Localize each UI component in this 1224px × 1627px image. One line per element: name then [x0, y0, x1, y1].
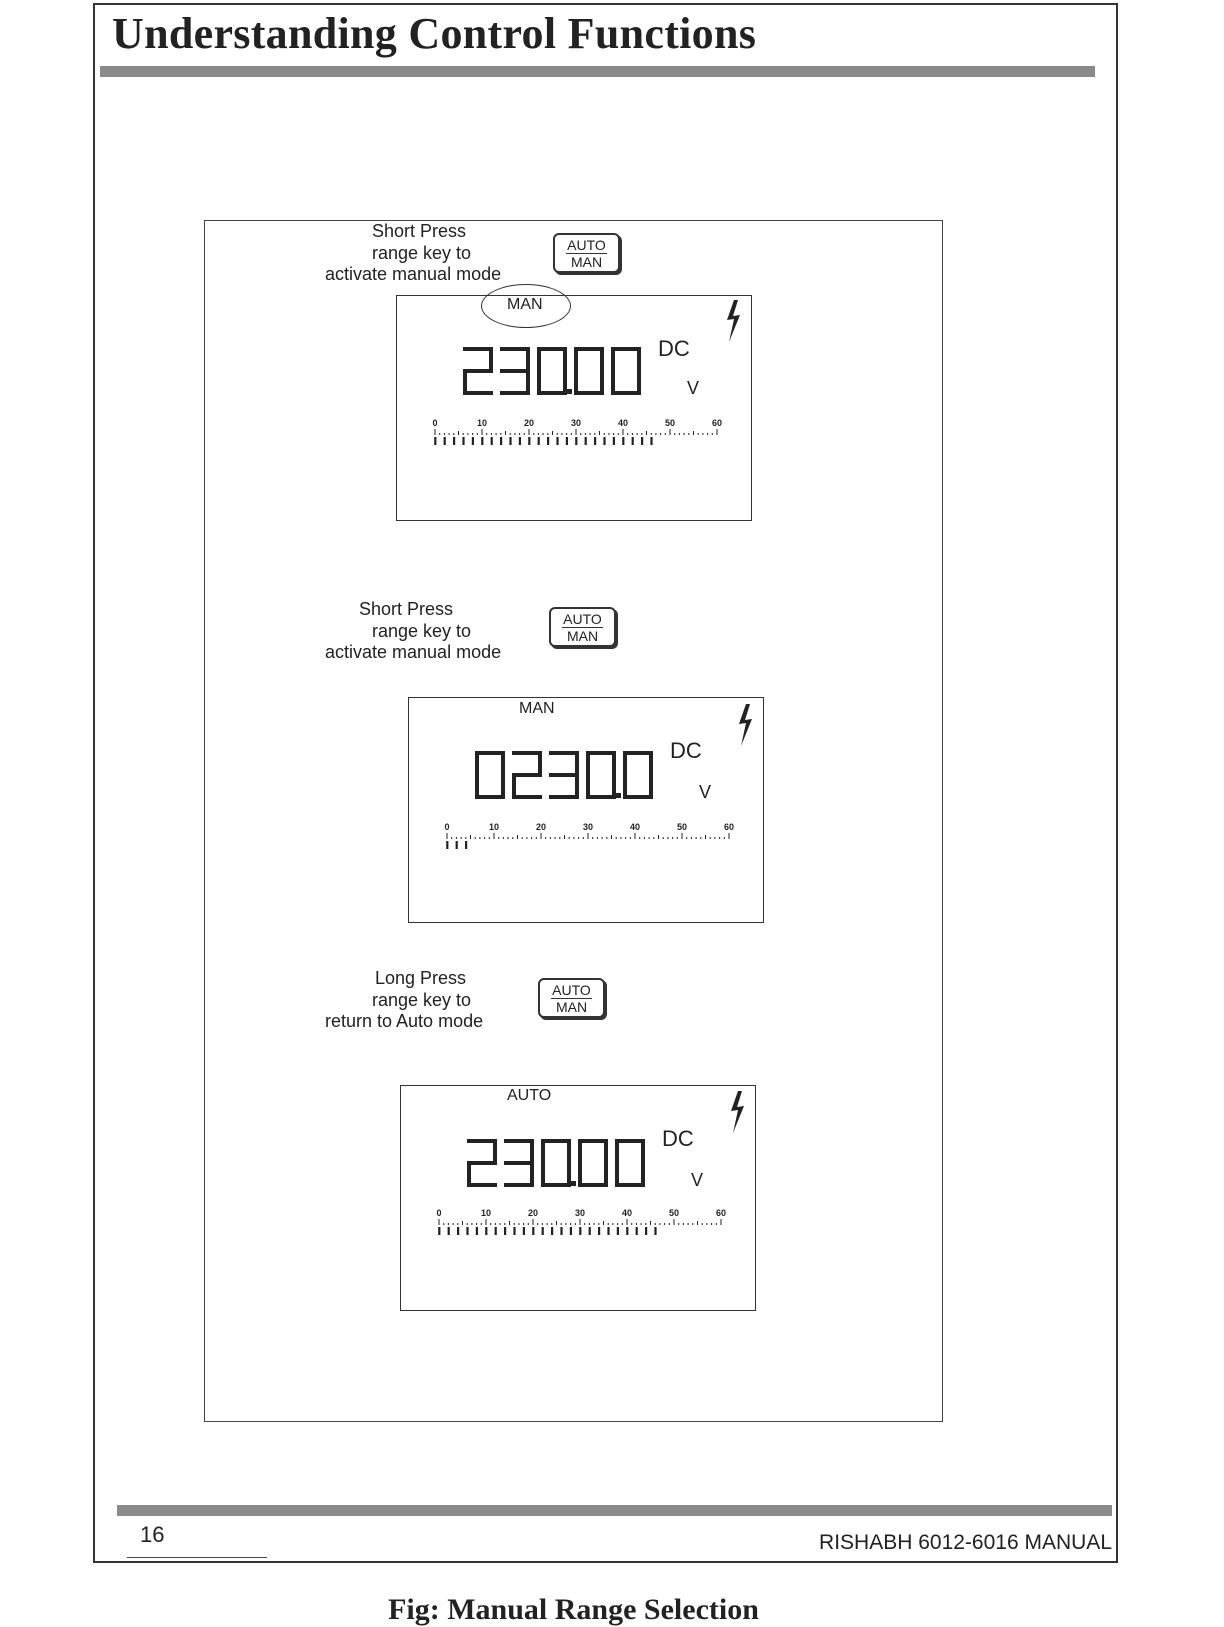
- lcd-display-1: [396, 295, 752, 521]
- page-title: Understanding Control Functions: [112, 9, 757, 58]
- bargraph-scale-label: 20: [535, 822, 547, 832]
- bargraph-segment: [575, 437, 577, 445]
- bargraph-segment: [607, 1227, 609, 1235]
- bargraph-segment: [519, 437, 521, 445]
- title-rule: [100, 66, 1095, 77]
- lightning-bolt-icon: [727, 1091, 747, 1133]
- lcd-digit: [539, 349, 565, 393]
- bargraph-segment: [654, 1227, 656, 1235]
- bargraph-segment: [542, 1227, 544, 1235]
- bargraph-segment: [476, 1227, 478, 1235]
- bargraph-segment: [457, 1227, 459, 1235]
- bargraph-segment: [622, 437, 624, 445]
- bargraph-segment: [617, 1227, 619, 1235]
- bargraph-scale-label: 20: [527, 1208, 539, 1218]
- step-1-instruction: [325, 221, 501, 286]
- lcd-mode-indicator: MAN: [519, 700, 555, 717]
- man-label: MAN: [566, 627, 599, 644]
- auto-man-key-3[interactable]: [538, 978, 605, 1018]
- manual-name: RISHABH 6012-6016 MANUAL: [819, 1531, 1112, 1554]
- lcd-reading: [475, 750, 665, 800]
- bargraph-scale-label: 60: [723, 822, 735, 832]
- lcd-bargraph: [444, 822, 737, 852]
- bargraph-segment: [613, 437, 615, 445]
- bargraph-segment: [589, 1227, 591, 1235]
- bargraph-scale-label: 40: [621, 1208, 633, 1218]
- bargraph-scale-label: 10: [488, 822, 500, 832]
- bargraph-segment: [579, 1227, 581, 1235]
- lcd-display-2: [408, 697, 764, 923]
- step-3-line-3: return to Auto mode: [325, 1011, 484, 1031]
- bargraph-segment: [495, 1227, 497, 1235]
- bargraph-scale-label: 40: [629, 822, 641, 832]
- lcd-digit: [613, 349, 639, 393]
- auto-label: AUTO: [567, 236, 606, 253]
- lcd-digit: [625, 753, 651, 797]
- auto-man-key-1[interactable]: [553, 233, 620, 273]
- bargraph-segment: [560, 1227, 562, 1235]
- bargraph-segment: [472, 437, 474, 445]
- bargraph-scale-label: 20: [523, 418, 535, 428]
- footer-rule: [117, 1505, 1112, 1516]
- page-number-underline: [127, 1557, 267, 1558]
- bargraph-scale-label: 30: [574, 1208, 586, 1218]
- lcd-digit: [506, 1141, 532, 1185]
- bargraph-scale-label: 50: [676, 822, 688, 832]
- lcd-digit: [514, 753, 540, 797]
- lcd-digit: [580, 1141, 606, 1185]
- bargraph-segment: [556, 437, 558, 445]
- bargraph-segment: [481, 437, 483, 445]
- bargraph-segment: [645, 1227, 647, 1235]
- bargraph-segment: [551, 1227, 553, 1235]
- bargraph-segment: [538, 437, 540, 445]
- bargraph-segment: [485, 1227, 487, 1235]
- bargraph-segment: [641, 437, 643, 445]
- step-2-line-1: Short Press: [359, 599, 454, 619]
- lcd-bargraph: [436, 1208, 729, 1238]
- bargraph-scale-label: 0: [436, 1208, 442, 1218]
- lightning-bolt-icon: [723, 300, 743, 342]
- auto-label: AUTO: [563, 610, 602, 627]
- bargraph-scale-label: 0: [432, 418, 438, 428]
- bargraph-segment: [444, 437, 446, 445]
- step-1-line-1: Short Press: [372, 221, 467, 241]
- bargraph-segment: [434, 437, 436, 445]
- lcd-reading: [463, 346, 653, 396]
- bargraph-segment: [632, 437, 634, 445]
- page-number: 16: [140, 1522, 165, 1547]
- bargraph-segment: [532, 1227, 534, 1235]
- lcd-dc-indicator: DC: [658, 336, 690, 361]
- bargraph-segment: [547, 437, 549, 445]
- step-2-line-2: range key to: [372, 620, 472, 641]
- lcd-bargraph: [432, 418, 725, 448]
- step-3-instruction: [325, 968, 483, 1033]
- step-1-line-2: range key to: [372, 242, 472, 263]
- lcd-dc-indicator: DC: [662, 1126, 694, 1151]
- auto-man-key-2[interactable]: [549, 607, 616, 647]
- bargraph-scale-label: 10: [480, 1208, 492, 1218]
- lcd-digit: [543, 1141, 569, 1185]
- bargraph-segment: [448, 1227, 450, 1235]
- bargraph-segment: [446, 841, 448, 849]
- lcd-digit: [502, 349, 528, 393]
- bargraph-segment: [456, 841, 458, 849]
- bargraph-segment: [465, 841, 467, 849]
- lcd-mode-indicator: AUTO: [507, 1087, 552, 1104]
- bargraph-segment: [570, 1227, 572, 1235]
- lcd-unit: V: [691, 1170, 704, 1190]
- lcd-mode-indicator: MAN: [507, 296, 543, 313]
- bargraph-segment: [438, 1227, 440, 1235]
- lcd-digit: [551, 753, 577, 797]
- bargraph-segment: [585, 437, 587, 445]
- lcd-unit: V: [687, 378, 700, 398]
- bargraph-segment: [500, 437, 502, 445]
- lcd-digit: [469, 1141, 495, 1185]
- bargraph-segment: [603, 437, 605, 445]
- bargraph-segment: [594, 437, 596, 445]
- lcd-unit: V: [699, 782, 712, 802]
- step-3-line-2: range key to: [372, 989, 472, 1010]
- step-2-instruction: [325, 599, 501, 664]
- bargraph-segment: [504, 1227, 506, 1235]
- lcd-digit: [477, 753, 503, 797]
- lcd-display-3: [400, 1085, 756, 1311]
- bargraph-scale-label: 10: [476, 418, 488, 428]
- bargraph-segment: [566, 437, 568, 445]
- bargraph-scale-label: 50: [668, 1208, 680, 1218]
- bargraph-segment: [462, 437, 464, 445]
- bargraph-segment: [636, 1227, 638, 1235]
- figure-caption: Fig: Manual Range Selection: [388, 1593, 759, 1626]
- bargraph-scale-label: 60: [711, 418, 723, 428]
- lcd-reading: [467, 1138, 657, 1188]
- bargraph-segment: [491, 437, 493, 445]
- man-label: MAN: [570, 253, 603, 270]
- bargraph-scale-label: 0: [444, 822, 450, 832]
- lightning-bolt-icon: [735, 704, 755, 746]
- lcd-digit: [588, 753, 614, 797]
- lcd-digit: [617, 1141, 643, 1185]
- figure-box: [204, 220, 943, 1626]
- bargraph-scale-label: 60: [715, 1208, 727, 1218]
- step-2-line-3: activate manual mode: [325, 642, 502, 662]
- bargraph-segment: [509, 437, 511, 445]
- bargraph-segment: [528, 437, 530, 445]
- bargraph-segment: [453, 437, 455, 445]
- bargraph-segment: [650, 437, 652, 445]
- lcd-decimal-point: [567, 389, 572, 394]
- lcd-dc-indicator: DC: [670, 738, 702, 763]
- lcd-decimal-point: [571, 1181, 576, 1186]
- man-label: MAN: [555, 998, 588, 1015]
- bargraph-segment: [598, 1227, 600, 1235]
- bargraph-segment: [626, 1227, 628, 1235]
- lcd-decimal-point: [616, 793, 621, 798]
- bargraph-segment: [466, 1227, 468, 1235]
- bargraph-scale-label: 50: [664, 418, 676, 428]
- bargraph-scale-label: 30: [582, 822, 594, 832]
- step-1-line-3: activate manual mode: [325, 264, 502, 284]
- auto-label: AUTO: [552, 981, 591, 998]
- lcd-digit: [576, 349, 602, 393]
- step-3-line-1: Long Press: [375, 968, 467, 988]
- bargraph-segment: [513, 1227, 515, 1235]
- lcd-digit: [465, 349, 491, 393]
- bargraph-segment: [523, 1227, 525, 1235]
- bargraph-scale-label: 40: [617, 418, 629, 428]
- bargraph-scale-label: 30: [570, 418, 582, 428]
